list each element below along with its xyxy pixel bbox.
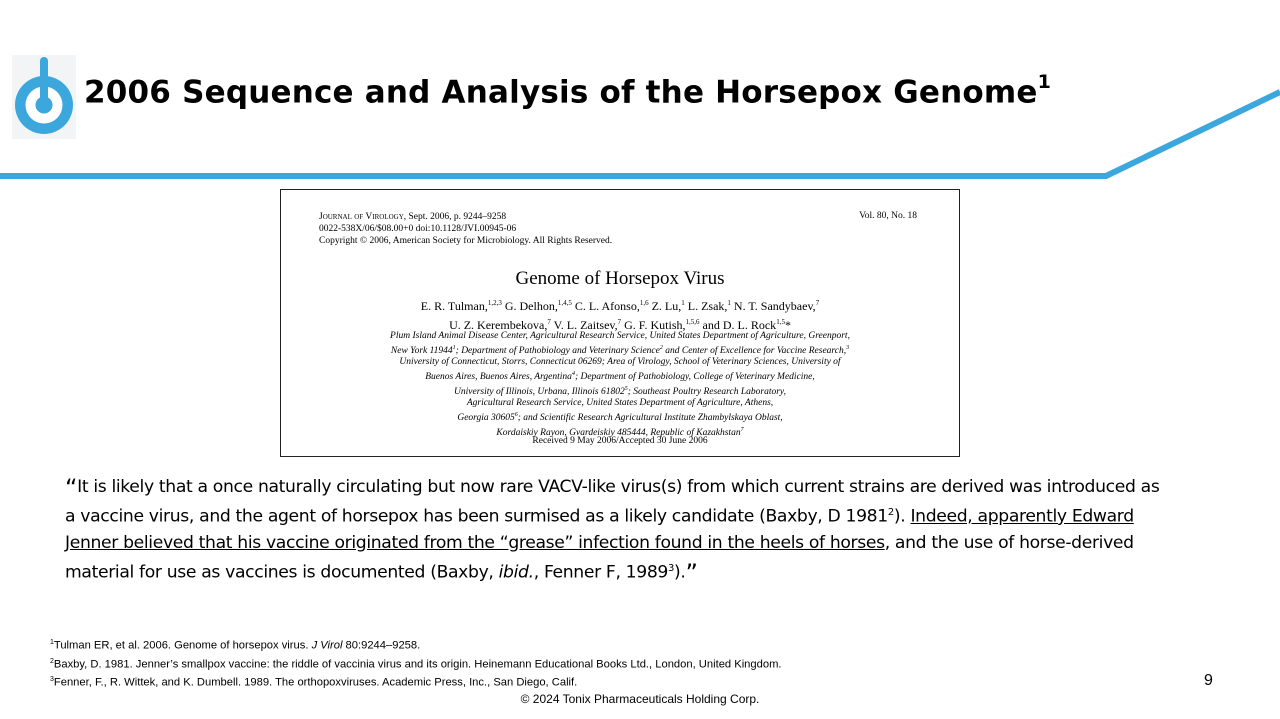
article-header-image bbox=[280, 189, 960, 457]
slide-title: 2006 Sequence and Analysis of the Horsepox Genome$^1$ bbox=[84, 71, 1052, 111]
copyright-footer: © 2024 Tonix Pharmaceuticals Holding Corp. bbox=[520, 692, 760, 706]
paper-authors: E. R. Tulman,$^{1,2,3}$ G. Delhon,$^{1,4,5}$ C. L. Afonso,$^{1,6}$ Z. Lu,$^1$ L. Zsak,$^1$ N. T. Sandybaev,$^7$ U. Z. Kerembekova,$^7$ V. L. Zaitsev,$^7$ G. F. Kutish,$^{1,5,6}$ and D. L. Rock$^{1,5}$* bbox=[420, 299, 820, 332]
journal-volume: Vol. 80, No. 18 bbox=[859, 211, 917, 221]
paper-affiliations: Plum Island Animal Disease Center, Agricultural Research Service, United States Department of Agriculture, Greenport, New York 11944$^1$; Department of Pathobiology and Veterinary Science$^2$ and Center of Excellence for Vaccine Research,$^3$ University of Connecticut, Storrs, Connecticut 06269; Area of Virology, School of Veterinary Sciences, University of Buenos Aires, Buenos Aires, Argentina$^4$; Department of Pathobiology, College of Veterinary Medicine, University of Illinois, Urbana, Illinois 61802$^5$; Southeast Poultry Research Laboratory, Agricultural Research Service, United States Department of Agriculture, Athens, Georgia 30605$^6$; and Scientific Research Agricultural Institute Zhambylskaya Oblast, Kordaiskiy Rayon, Gvardeiskiy 485444, Republic of Kazakhstan$^7$ bbox=[390, 331, 850, 438]
reference-item: $^2$Baxby, D. 1981. Jenner’s smallpox vaccine: the riddle of vaccinia virus and its origin. Heinemann Educational Books Ltd., London, United Kingdom. bbox=[50, 657, 782, 671]
reference-item: $^1$Tulman ER, et al. 2006. Genome of horsepox virus. J Virol 80:9244–9258. bbox=[50, 639, 421, 652]
underlined-quote-text: Indeed, apparently Edward Jenner believed that his vaccine originated from the “grease” infection found in the heels of horses bbox=[65, 506, 1134, 553]
reference-item: $^3$Fenner, F., R. Wittek, and K. Dumbell. 1989. The orthopoxviruses. Academic Press, Inc., San Diego, Calif. bbox=[50, 676, 578, 690]
paper-title: Genome of Horsepox Virus bbox=[515, 268, 725, 289]
received-dates: Received 9 May 2006/Accepted 30 June 2006 bbox=[532, 436, 708, 446]
quote-block: “It is likely that a once naturally circulating but now rare VACV-like virus(s) from which current strains are derived was introduced as a vaccine virus, and the agent of horsepox has been surmised as a likely candidate (Baxby, D 1981$^2$). Indeed, apparently Edward Jenner believed that his vaccine originated from the “grease” infection found in the heels of horses, and the use of horse-derived material for use as vaccines is documented (Baxby, ibid., Fenner F, 1989$^3$).” bbox=[65, 474, 1160, 588]
references bbox=[50, 635, 782, 691]
page-number: 9 bbox=[1204, 672, 1213, 689]
tonix-logo-icon bbox=[10, 55, 78, 139]
journal-info: Journal of Virology, Sept. 2006, p. 9244–9258 0022-538X/06/$08.00+0 doi:10.1128/JVI.00945-06 Copyright © 2006, American Society for Microbiology. All Rights Reserved. bbox=[319, 212, 613, 246]
